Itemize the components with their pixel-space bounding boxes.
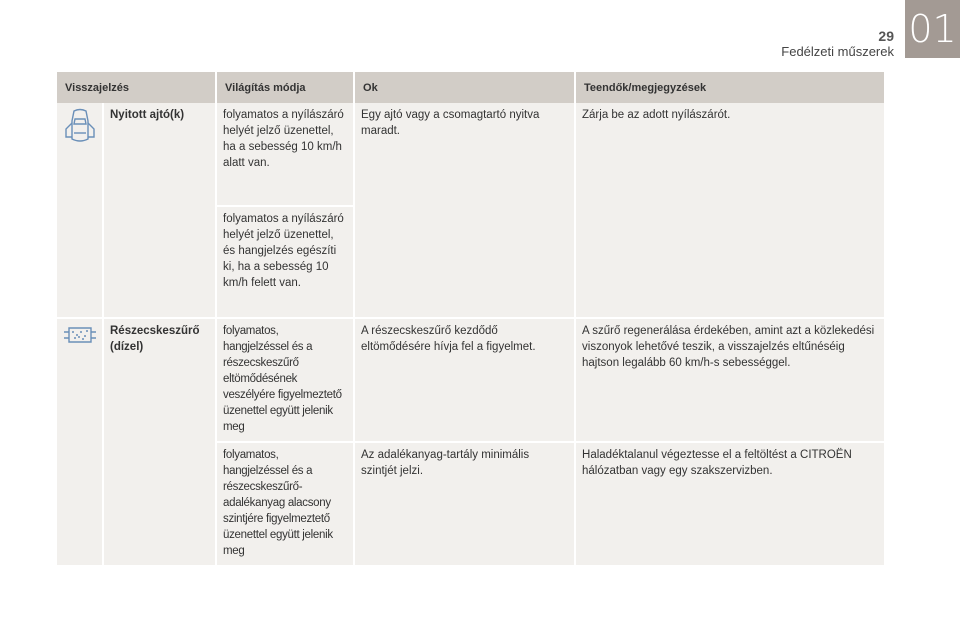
mode-text: folyamatos, hangjelzéssel és a részecskeszűrő-adalékanyag alacsony szintjére figyelmeztető üzenettel együtt jelenik meg xyxy=(216,442,354,566)
action-text: Zárja be az adott nyílászárót. xyxy=(575,103,885,318)
column-header-indicator: Visszajelzés xyxy=(57,72,216,103)
open-door-car-icon xyxy=(65,107,95,147)
icon-cell xyxy=(57,318,103,566)
warning-lights-table xyxy=(57,72,886,567)
indicator-name: Nyitott ajtó(k) xyxy=(103,103,216,318)
column-header-mode: Világítás módja xyxy=(216,72,354,103)
action-text: A szűrő regenerálása érdekében, amint azt a közlekedési viszonyok lehetővé teszik, a visszajelzés eltűnéséig hajtson legalább 60 km/h-s sebességgel. xyxy=(575,318,885,442)
table-row xyxy=(57,318,885,442)
cause-text: A részecskeszűrő kezdődő eltömődésére hívja fel a figyelmet. xyxy=(354,318,575,442)
action-text: Haladéktalanul végeztesse el a feltöltést a CITROËN hálózatban vagy egy szakszervizben. xyxy=(575,442,885,566)
page-number: 29 xyxy=(878,28,894,44)
column-header-action: Teendők/megjegyzések xyxy=(575,72,885,103)
mode-text: folyamatos a nyílászáró helyét jelző üzenettel, és hangjelzés egészíti ki, ha a sebesség 10 km/h felett van. xyxy=(216,206,354,318)
section-title: Fedélzeti műszerek xyxy=(781,44,894,59)
mode-text: folyamatos a nyílászáró helyét jelző üzenettel, ha a sebesség 10 km/h alatt van. xyxy=(216,103,354,206)
icon-cell xyxy=(57,103,103,318)
mode-text: folyamatos, hangjelzéssel és a részecskeszűrő eltömődésének veszélyére figyelmeztető üzenettel együtt jelenik meg xyxy=(216,318,354,442)
chapter-tab: 01 xyxy=(905,0,960,58)
cause-text: Az adalékanyag-tartály minimális szintjét jelzi. xyxy=(354,442,575,566)
particle-filter-icon xyxy=(63,323,97,347)
table-row xyxy=(57,103,885,206)
cause-text: Egy ajtó vagy a csomagtartó nyitva maradt. xyxy=(354,103,575,318)
table-header-row xyxy=(57,72,885,103)
indicator-name: Részecskeszűrő (dízel) xyxy=(103,318,216,566)
column-header-cause: Ok xyxy=(354,72,575,103)
